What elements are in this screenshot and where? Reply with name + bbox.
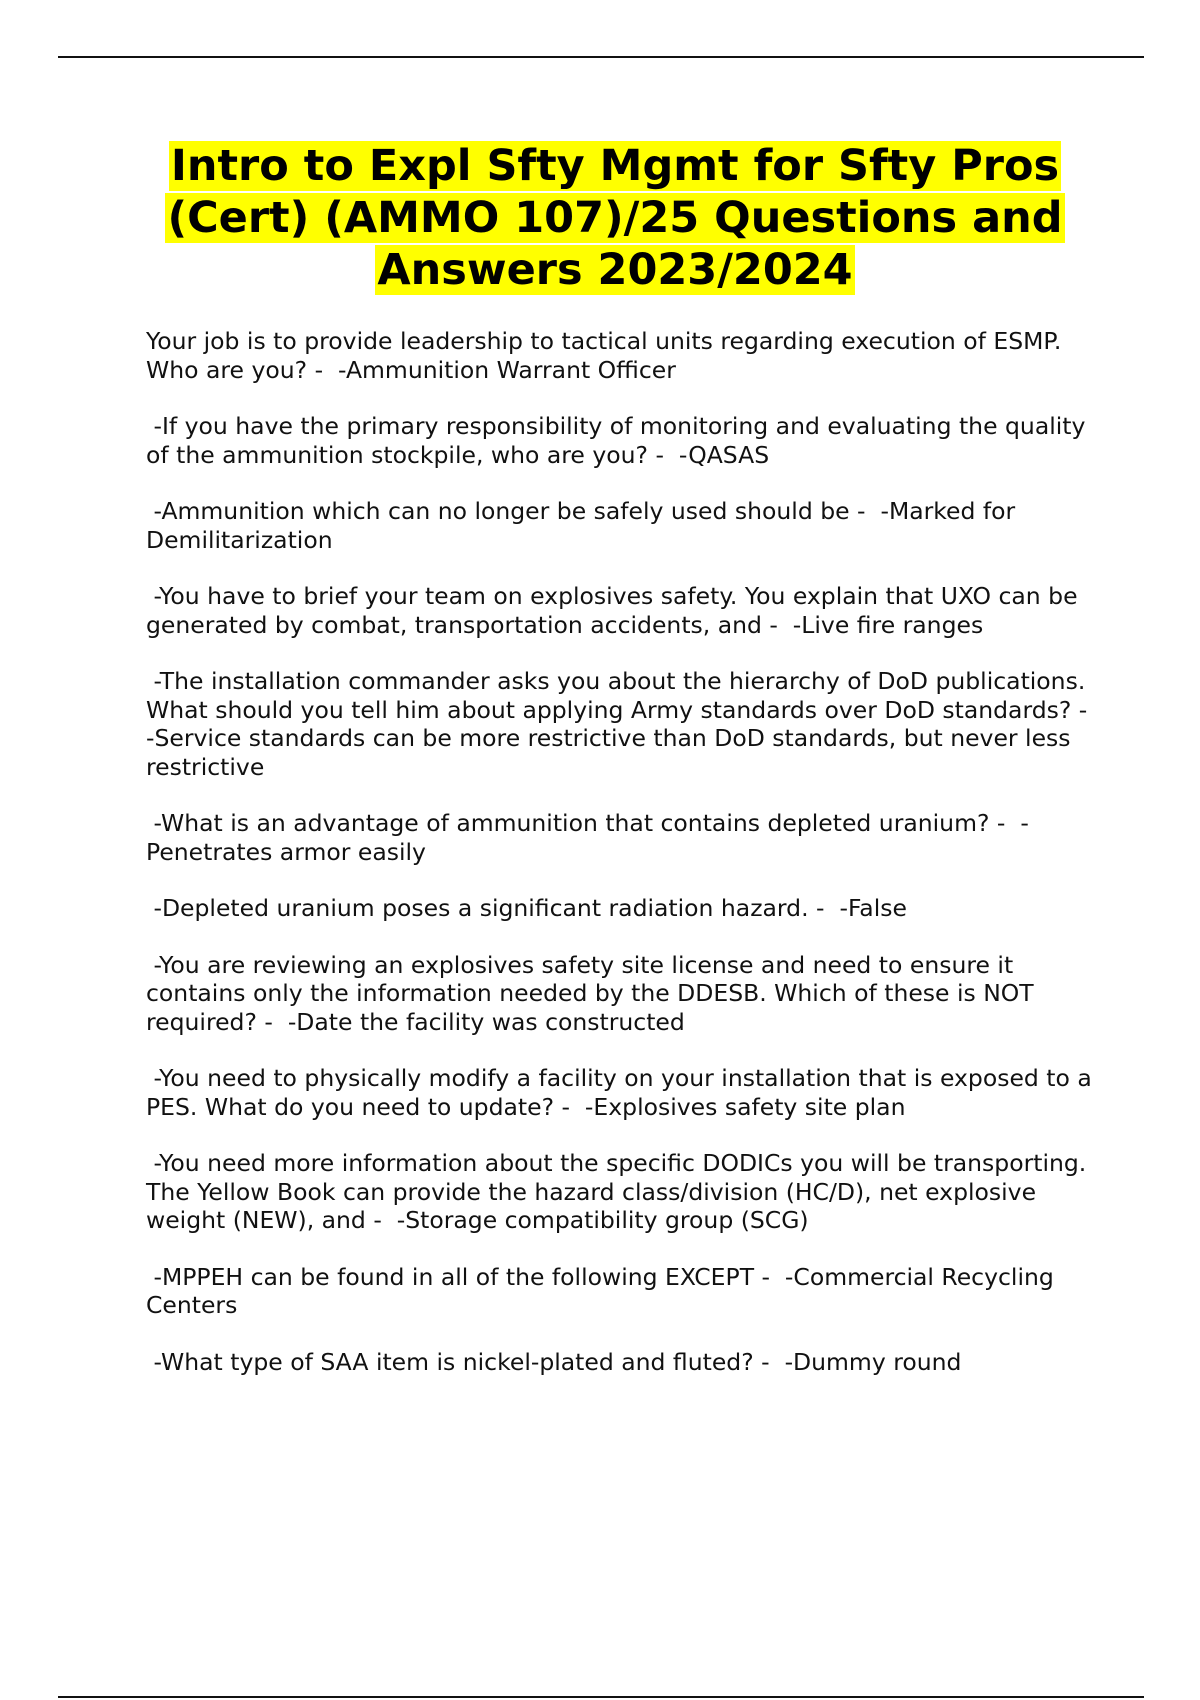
top-divider [58,56,1144,58]
qa-item-12: -What type of SAA item is nickel-plated and fluted? - -Dummy round [146,1347,962,1376]
qa-item-11: -MPPEH can be found in all of the following EXCEPT - -Commercial Recycling Centers [146,1262,1062,1319]
title-block [130,140,1100,296]
qa-item-10: -You need more information about the specific DODICs you will be transporting. The Yellow Book can provide the hazard class/division (HC/D), net explosive weight (NEW), and - -Storage compatibility group (SCG) [146,1149,1094,1234]
qa-item-5: -The installation commander asks you about the hierarchy of DoD publications. What should you tell him about applying Army standards over DoD standards? - -Service standards can be more restrictive than DoD standards, but never less restrictive [146,667,1103,781]
qa-item-4: -You have to brief your team on explosives safety. You explain that UXO can be generated by combat, transportation accidents, and - -Live fire ranges [146,582,1086,639]
qa-item-6: -What is an advantage of ammunition that contains depleted uranium? - -Penetrates armor easily [146,809,1029,866]
qa-item-2: -If you have the primary responsibility of monitoring and evaluating the quality of the ammunition stockpile, who are you? - -QASAS [146,412,1093,469]
qa-item-3: -Ammunition which can no longer be safely used should be - -Marked for Demilitarization [146,497,1023,554]
document-title: Intro to Expl Sfty Mgmt for Sfty Pros (Cert) (AMMO 107)/25 Questions and Answers 2023/2024 [167,141,1063,295]
qa-item-1: Your job is to provide leadership to tactical units regarding execution of ESMP. Who are you? - -Ammunition Warrant Officer [146,327,1069,384]
qa-item-9: -You need to physically modify a facility on your installation that is exposed to a PES. What do you need to update? - -Explosives safety site plan [146,1064,1100,1121]
bottom-divider [58,1696,1144,1698]
qa-list [146,327,1103,1404]
qa-item-8: -You are reviewing an explosives safety site license and need to ensure it contains only the information needed by the DDESB. Which of these is NOT required? - -Date the facility was constructed [146,950,1042,1036]
qa-item-7: -Depleted uranium poses a significant radiation hazard. - -False [146,894,907,922]
